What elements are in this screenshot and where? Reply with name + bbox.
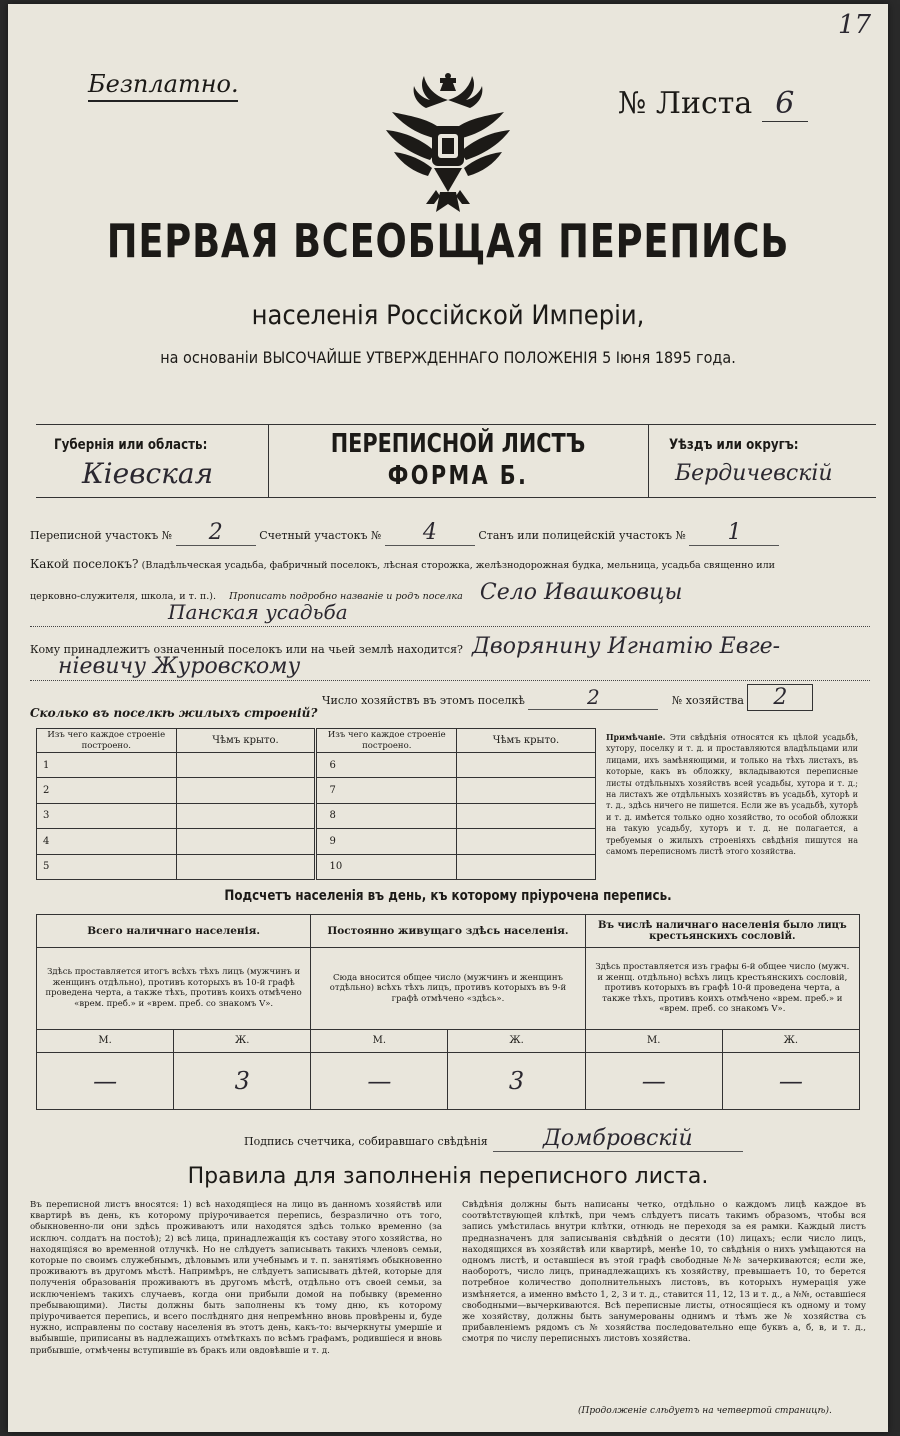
imperial-eagle-icon (378, 72, 518, 222)
buildings-note (606, 732, 858, 857)
settlement-row-2 (30, 580, 870, 605)
province-label: Губернія или область: (54, 437, 208, 453)
building-row-number: 10 (316, 854, 457, 879)
building-row-number: 4 (37, 829, 177, 854)
total-present-female: 3 (174, 1052, 311, 1110)
population-totals-table (36, 914, 860, 1110)
col-roof-left: Чѣмъ крыто. (176, 729, 316, 753)
district-cell (648, 425, 877, 497)
signature-row (244, 1126, 743, 1152)
page-number: 17 (838, 10, 872, 40)
settlement-line (30, 626, 870, 627)
permanent-desc: Сюда вносится общее число (мужчинъ и женщинъ отдѣльно) всѣхъ тѣхъ лицъ, противъ которыхъ въ 9-й графѣ отмѣчено «здѣсь». (311, 947, 585, 1029)
households-row (322, 684, 813, 711)
households-count-label: Число хозяйствъ въ этомъ поселкѣ (322, 694, 525, 707)
page-subtitle: населенія Россійской Имперіи, (251, 300, 645, 331)
census-area-label: Переписной участокъ № (30, 529, 173, 542)
settlement-label: Какой поселокъ? (30, 557, 139, 571)
district-label: Уѣздъ или округъ: (669, 437, 799, 453)
sheet-number-value: 6 (762, 86, 808, 122)
col-roof-right: Чѣмъ крыто. (457, 729, 596, 753)
peasant-male: — (585, 1052, 722, 1110)
settlement-hint-2: церковно-служителя, школа, и т. п.). (30, 591, 216, 602)
free-underline (88, 100, 238, 102)
camp-value: 1 (689, 520, 779, 546)
note-head: Примѣчаніе. (606, 732, 666, 742)
rules-title: Правила для заполненія переписного листа. (187, 1164, 709, 1189)
female-label: Ж. (448, 1029, 585, 1052)
rules-column-2: Свѣдѣнія должны быть написаны четко, отдѣльно о каждомъ лицѣ каждое въ соотвѣтствующей клѣткѣ, при чемъ слѣдуетъ писать такимъ образомъ, чтобы вся запись умѣстилась внутри клѣтки, отнюдь не переходя за ея рамки. Каждый листъ предназначенъ для записыванія свѣдѣній о десяти (10) лицахъ; если число лицъ, находящихся въ хозяйствѣ или квартирѣ, менѣе 10, то свѣдѣнія о нихъ умѣщаются на одномъ листѣ, и оставшіеся въ этой графѣ свободные №№ зачеркиваются; если же, наоборотъ, число лицъ, принадлежащихъ къ хозяйству, превышаетъ 10, то берется потребное количество дополнительныхъ листовъ, въ которыхъ нумерація уже измѣняется, а именно вмѣсто 1, 2, 3 и т. д., ставится 11, 12, 13 и т. д., а №№, оставшіеся свободными—вычеркиваются. Всѣ переписные листы, относящіеся къ одному и тому же хозяйству, должны быть занумерованы однимъ и тѣмъ же № хозяйства съ прибавленіемъ рядомъ съ № хозяйства последовательно еще буквъ а, б, в, и т. д., смотря по числу переписныхъ листовъ хозяйства. (462, 1200, 866, 1345)
settlement-hint: (Владѣльческая усадьба, фабричный поселокъ, лѣсная сторожка, желѣзнодорожная будка, мельница, усадьба священно или (141, 560, 775, 571)
buildings-label: Сколько въ поселкѣ жилыхъ строеній? (30, 706, 318, 720)
total-present-male: — (37, 1052, 174, 1110)
male-label: М. (37, 1029, 174, 1052)
population-count-title: Подсчетъ населенія въ день, къ которому пріурочена перепись. (224, 888, 672, 904)
building-row-number: 9 (316, 829, 457, 854)
count-area-label: Счетный участокъ № (259, 529, 382, 542)
male-label: М. (585, 1029, 722, 1052)
form-header-box (36, 424, 876, 498)
district-value: Бердичевскій (675, 461, 833, 486)
free-text: Безплатно. (88, 70, 239, 98)
buildings-table (36, 728, 596, 880)
total-present-head: Всего наличнаго населенія. (37, 915, 311, 948)
permanent-female: 3 (448, 1052, 585, 1110)
census-sheet (8, 4, 888, 1432)
building-row-number: 3 (37, 803, 177, 828)
col-material-right: Изъ чего каждое строеніе построено. (316, 729, 457, 753)
camp-label: Станъ или полицейскій участокъ № (478, 529, 686, 542)
rules-continued: (Продолженіе слѣдуетъ на четвертой страницѣ). (578, 1406, 832, 1416)
building-row-number: 7 (316, 778, 457, 803)
female-label: Ж. (722, 1029, 859, 1052)
owner-label: Кому принадлежитъ означенный поселокъ или на чьей землѣ находится? (30, 643, 463, 656)
owner-line (30, 680, 870, 681)
free-label (88, 70, 239, 102)
total-present-desc: Здѣсь проставляется итогъ всѣхъ тѣхъ лицъ (мужчинъ и женщинъ отдѣльно), противъ которыхъ въ 10-й графѣ проведена черта, а также тѣхъ, противъ коихъ отмѣчено «врем. преб.» и «врем. преб. со знакомъ V». (37, 947, 311, 1029)
household-number-value: 2 (747, 684, 813, 711)
building-row-number: 1 (37, 753, 177, 778)
province-value: Кіевская (82, 457, 214, 490)
peasant-female: — (722, 1052, 859, 1110)
settlement-value-1: Село Ивашковцы (479, 580, 683, 605)
building-row-number: 5 (37, 854, 177, 879)
peasant-head: Въ числѣ наличнаго населенія было лицъ крестьянскихъ сословій. (585, 915, 859, 948)
building-row-number: 8 (316, 803, 457, 828)
owner-value-2: ніевичу Журовскому (58, 654, 301, 679)
rules-column-1: Въ переписной листъ вносятся: 1) всѣ находящіеся на лицо въ данномъ хозяйствѣ или квартирѣ въ день, къ которому пріурочивается перепись, безразлично отъ того, обыкновенно-ли они здѣсь проживаютъ или находятся здѣсь только временно (за исключ. солдатъ на постоѣ); 2) всѣ лица, принадлежащія къ составу этого хозяйства, но находящіяся во временной отлучкѣ. Но не слѣдуетъ записывать такихъ членовъ семьи, которые по своимъ служебнымъ, дѣловымъ или учебнымъ и т. п. занятіямъ обыкновенно проживаютъ въ другомъ мѣстѣ. Напримѣръ, не слѣдуетъ записывать дѣтей, которые для полученія образованія проживаютъ въ другомъ мѣстѣ, отдѣльно отъ своей семьи, за исключеніемъ такихъ случаевъ, когда они прибыли домой на побывку (временно пребывающими). Листы должны быть заполнены къ тому дню, къ которому пріурочивается перепись, и всего послѣдняго дня непремѣнно вновь провѣрены и, буде нужно, исправлены по составу населенія въ этотъ день, какъ-то: вычеркнуты умершіе и выбывшіе, приписаны въ надлежащихъ отмѣткахъ по всѣмъ графамъ, родившіеся и вновь прибывшіе, отмѣчены вступившіе въ бракъ или овдовѣвшіе и т. д. (30, 1200, 442, 1356)
female-label: Ж. (174, 1029, 311, 1052)
form-name: ПЕРЕПИСНОЙ ЛИСТЪ (330, 429, 586, 459)
male-label: М. (311, 1029, 448, 1052)
census-area-value: 2 (176, 520, 256, 546)
census-area-row (30, 520, 779, 546)
owner-value-1: Дворянину Игнатію Евге- (472, 634, 781, 659)
settlement-row (30, 558, 870, 572)
form-name-cell (268, 425, 648, 491)
peasant-desc: Здѣсь проставляется изъ графы 6-й общее число (мужч. и женщ. отдѣльно) всѣхъ лицъ крестьянскихъ сословій, противъ которыхъ въ графѣ 10-й проведена черта, а также тѣхъ, противъ коихъ отмѣчено «врем. преб.» и «врем. преб. со знакомъ V». (585, 947, 859, 1029)
building-row-number: 6 (316, 753, 457, 778)
page-title: ПЕРВАЯ ВСЕОБЩАЯ ПЕРЕПИСЬ (106, 214, 790, 268)
col-material-left: Изъ чего каждое строеніе построено. (37, 729, 177, 753)
count-area-value: 4 (385, 520, 475, 546)
households-count-value: 2 (528, 685, 658, 710)
legal-basis: на основаніи ВЫСОЧАЙШЕ УТВЕРЖДЕННАГО ПОЛОЖЕНІЯ 5 Іюня 1895 года. (160, 348, 736, 367)
sheet-number (618, 86, 808, 122)
permanent-head: Постоянно живущаго здѣсь населенія. (311, 915, 585, 948)
household-number-label: № хозяйства (671, 694, 744, 707)
signature-label: Подпись счетчика, собиравшаго свѣдѣнія (244, 1135, 488, 1148)
settlement-instruction: Прописать подробно названіе и родъ поселка (229, 591, 463, 602)
province-cell (36, 425, 269, 497)
settlement-value-2: Панская усадьба (168, 600, 348, 624)
building-row-number: 2 (37, 778, 177, 803)
sheet-number-label: № Листа (618, 86, 753, 121)
permanent-male: — (311, 1052, 448, 1110)
form-type: ФОРМА Б. (387, 461, 529, 491)
signature-value: Домбровскій (493, 1126, 743, 1152)
note-text: Эти свѣдѣнія относятся къ цѣлой усадьбѣ, хутору, поселку и т. д. и проставляются владѣльцами или лицами, ихъ замѣняющими, и только на тѣхъ листахъ, въ которые, какъ въ обложку, вкладываются переписные листы отдѣльныхъ хозяйствъ всей усадьбы, хутора и т. д.; на листахъ же отдѣльныхъ хозяйствъ въ усадьбѣ, хуторѣ и т. д., здѣсь ничего не пишется. Если же въ усадьбѣ, хуторѣ и т. д. имѣется только одно хозяйство, то особой обложки на такую усадьбу, хуторъ и т. д. не полагается, а требуемыя о жилыхъ строеніяхъ свѣдѣнія пишутся на самомъ переписномъ листѣ этого хозяйства. (606, 733, 859, 857)
